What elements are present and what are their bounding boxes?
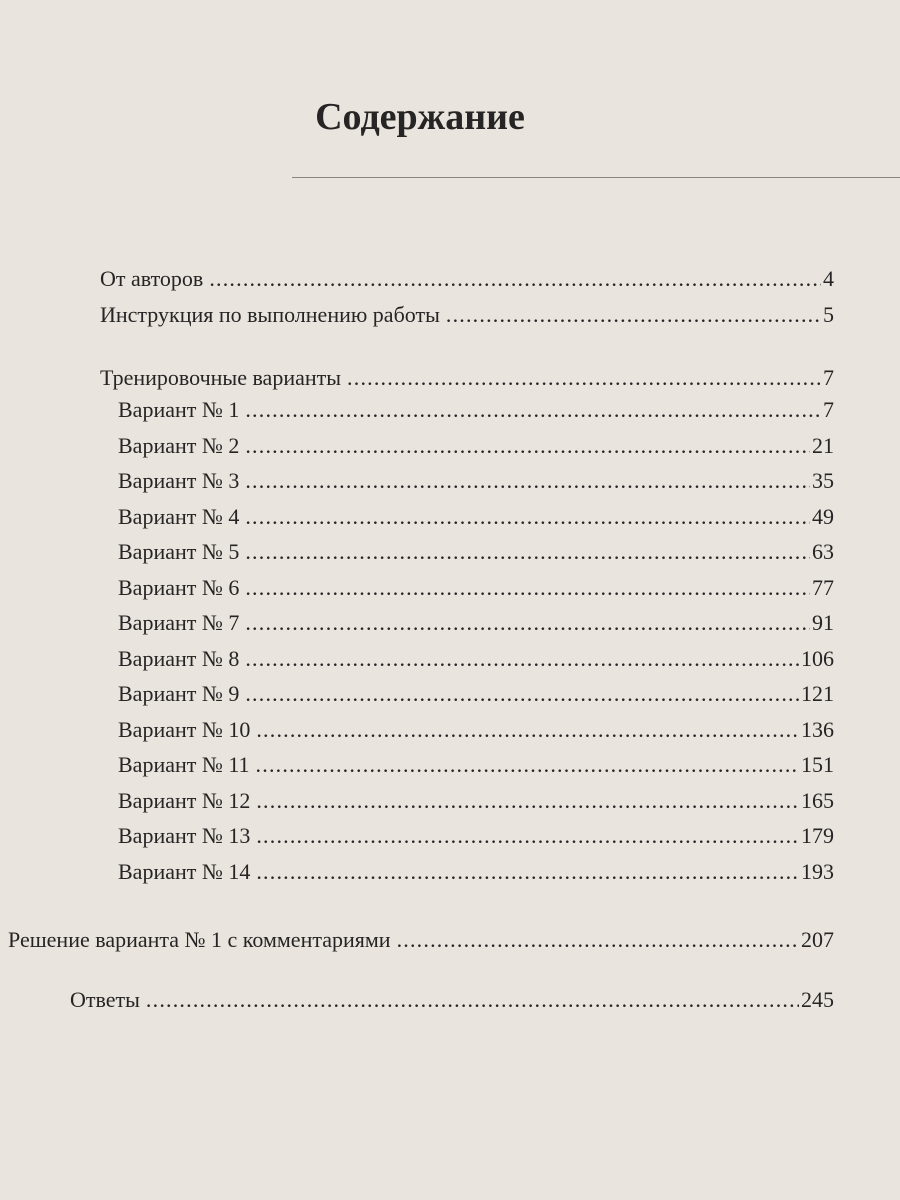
toc-entry-label: Вариант № 4 (118, 503, 240, 529)
toc-entry[interactable] (118, 468, 834, 494)
toc-entry-page: 49 (812, 503, 834, 529)
toc-entry-label: Вариант № 6 (118, 574, 240, 600)
toc-entry-page: 21 (812, 432, 834, 458)
toc-entry[interactable] (118, 717, 834, 743)
toc-entry-page: 35 (812, 468, 834, 493)
toc-entry-label: Вариант № 12 (118, 787, 251, 813)
toc-entry[interactable] (100, 365, 834, 391)
dot-leader (397, 927, 799, 953)
dot-leader (347, 365, 821, 391)
toc-entry[interactable] (8, 927, 834, 953)
dot-leader (446, 302, 821, 328)
toc-entry-label: Инструкция по выполнению работы (100, 302, 440, 327)
dot-leader (245, 575, 810, 601)
dot-leader (209, 266, 821, 292)
title-divider (292, 177, 900, 178)
toc-entry-label: Решение варианта № 1 с комментариями (8, 927, 391, 952)
toc-entry-page: 207 (801, 927, 834, 952)
toc-entry-page: 136 (801, 716, 834, 742)
toc-entry-label: Вариант № 8 (118, 645, 240, 671)
toc-entry-page: 106 (801, 645, 834, 671)
dot-leader (245, 433, 810, 459)
toc-entry-label: Вариант № 5 (118, 539, 240, 564)
dot-leader (256, 717, 799, 743)
toc-entry[interactable] (118, 610, 834, 636)
toc-entry[interactable] (118, 504, 834, 530)
toc-entry-label: Вариант № 3 (118, 468, 240, 493)
toc-entry[interactable] (100, 302, 834, 328)
toc-entry-label: Вариант № 10 (118, 716, 251, 742)
toc-entry[interactable] (118, 859, 834, 885)
toc-entry-label: Тренировочные варианты (100, 365, 342, 390)
dot-leader (256, 788, 799, 814)
dot-leader (245, 504, 810, 530)
toc-entry[interactable] (118, 788, 834, 814)
toc-entry-label: Вариант № 13 (118, 823, 251, 848)
toc-entry[interactable] (118, 752, 834, 778)
toc-entry[interactable] (118, 539, 834, 565)
toc-entry[interactable] (70, 987, 834, 1013)
dot-leader (256, 752, 799, 778)
toc-entry[interactable] (118, 823, 834, 849)
toc-entry-page: 77 (812, 574, 834, 600)
toc-entry-page: 5 (823, 302, 834, 327)
dot-leader (245, 397, 821, 423)
dot-leader (256, 823, 799, 849)
toc-entry-label: Вариант № 7 (118, 610, 240, 635)
dot-leader (146, 987, 799, 1013)
toc-entry-page: 245 (801, 987, 834, 1012)
toc-entry-label: Вариант № 14 (118, 858, 251, 884)
dot-leader (245, 539, 810, 565)
toc-entry-page: 121 (801, 681, 834, 706)
toc-entry-page: 179 (801, 823, 834, 848)
toc-entry[interactable] (100, 266, 834, 292)
dot-leader (245, 646, 799, 672)
toc-entry-page: 91 (812, 610, 834, 635)
toc-entry[interactable] (118, 646, 834, 672)
toc-entry[interactable] (118, 397, 834, 423)
toc-entry[interactable] (118, 681, 834, 707)
toc-entry-page: 7 (823, 365, 834, 390)
toc-entry-label: Вариант № 1 (118, 397, 240, 422)
dot-leader (245, 468, 810, 494)
toc-entry[interactable] (118, 575, 834, 601)
toc-entry-label: От авторов (100, 266, 204, 291)
dot-leader (245, 681, 799, 707)
dot-leader (245, 610, 810, 636)
toc-entry-label: Вариант № 11 (118, 752, 250, 777)
toc-entry-page: 7 (823, 397, 834, 422)
toc-entry-label: Вариант № 9 (118, 681, 240, 706)
dot-leader (256, 859, 799, 885)
toc-entry[interactable] (118, 433, 834, 459)
toc-entry-page: 63 (812, 539, 834, 564)
toc-entry-page: 193 (801, 858, 834, 884)
toc-entry-page: 165 (801, 787, 834, 813)
toc-entry-page: 151 (801, 752, 834, 777)
toc-entry-label: Ответы (70, 987, 140, 1012)
toc-entry-page: 4 (823, 266, 834, 291)
page-title: Содержание (315, 96, 525, 138)
toc-entry-label: Вариант № 2 (118, 432, 240, 458)
